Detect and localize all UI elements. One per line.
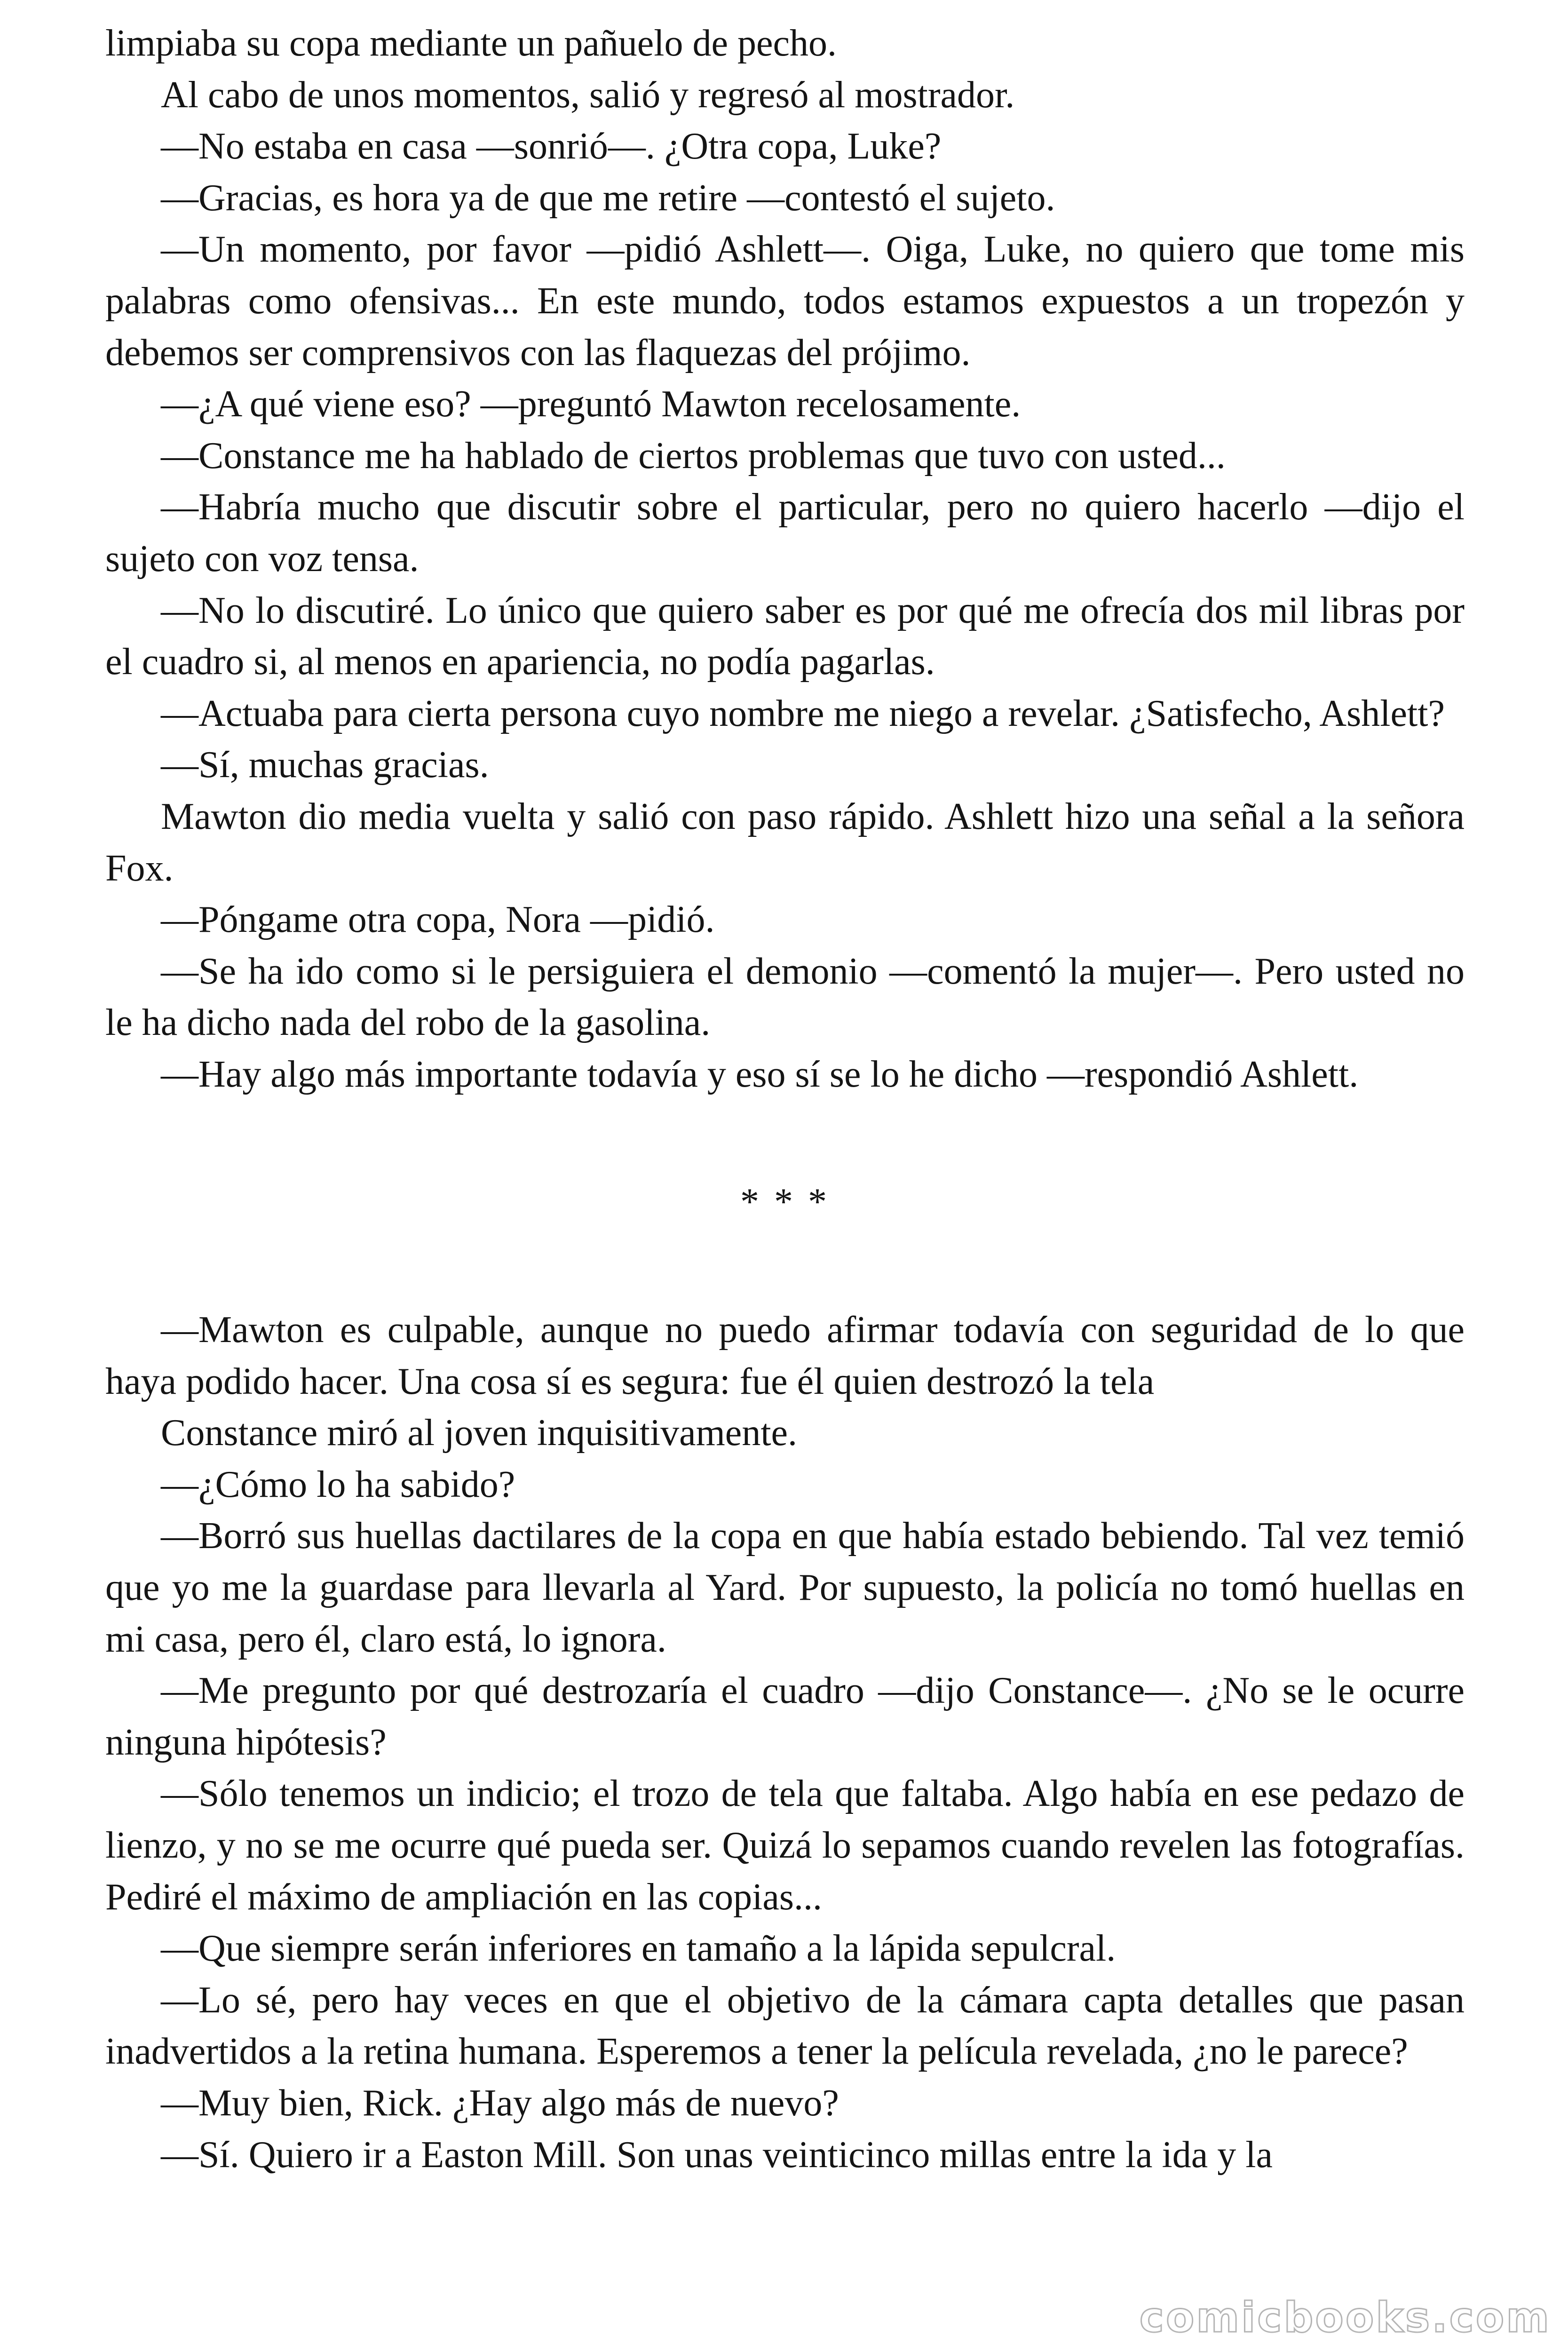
- dialogue-line: —Se ha ido como si le persiguiera el demonio —comentó la mujer—. Pero usted no le ha dicho nada del robo de la gasolina.: [105, 950, 1465, 1044]
- dialogue-line: —No estaba en casa —sonrió—. ¿Otra copa, Luke?: [161, 126, 942, 167]
- dialogue-line: —Lo sé, pero hay veces en que el objetivo de la cámara capta detalles que pasan inadvertidos a la retina humana. Esperemos a tener la película revelada, ¿no le parece?: [105, 1979, 1465, 2073]
- dialogue-line: —Me pregunto por qué destrozaría el cuadro —dijo Constance—. ¿No se le ocurre ninguna hipótesis?: [105, 1670, 1465, 1763]
- dialogue-line: —Sí, muchas gracias.: [161, 744, 489, 786]
- dialogue-line: —Sólo tenemos un indicio; el trozo de tela que faltaba. Algo había en ese pedazo de lienzo, y no se me ocurre qué pueda ser. Quizá lo sepamos cuando revelen las fotografías. Pediré el máximo de ampliación en las copias...: [105, 1773, 1465, 1918]
- watermark: comicbooks.com: [1139, 2293, 1551, 2342]
- dialogue-line: —Gracias, es hora ya de que me retire —contestó el sujeto.: [161, 177, 1055, 219]
- dialogue-line: —Constance me ha hablado de ciertos problemas que tuvo con usted...: [161, 435, 1226, 477]
- dialogue-line: —Sí. Quiero ir a Easton Mill. Son unas veinticinco millas entre la ida y la: [161, 2134, 1273, 2176]
- paragraph: Mawton dio media vuelta y salió con paso rápido. Ashlett hizo una señal a la señora Fox.: [105, 795, 1465, 889]
- dialogue-line: —Muy bien, Rick. ¿Hay algo más de nuevo?: [161, 2082, 839, 2124]
- dialogue-line: —¿A qué viene eso? —preguntó Mawton recelosamente.: [161, 383, 1021, 425]
- dialogue-line: —Póngame otra copa, Nora —pidió.: [161, 899, 715, 941]
- dialogue-line: —Actuaba para cierta persona cuyo nombre me niego a revelar. ¿Satisfecho, Ashlett?: [161, 692, 1445, 734]
- paragraph: Constance miró al joven inquisitivamente.: [161, 1412, 798, 1454]
- paragraph: Al cabo de unos momentos, salió y regresó al mostrador.: [161, 74, 1015, 116]
- dialogue-line: —Hay algo más importante todavía y eso sí se lo he dicho —respondió Ashlett.: [161, 1053, 1359, 1095]
- dialogue-line: —Un momento, por favor —pidió Ashlett—. Oiga, Luke, no quiero que tome mis palabras como ofensivas... En este mundo, todos estamos expuestos a un tropezón y debemos ser comprensivos con las flaquezas del prójimo.: [105, 229, 1465, 373]
- dialogue-line: —Que siempre serán inferiores en tamaño a la lápida sepulcral.: [161, 1928, 1116, 1970]
- scene-break-separator: * * *: [740, 1181, 830, 1223]
- dialogue-line: —Borró sus huellas dactilares de la copa en que había estado bebiendo. Tal vez temió que yo me la guardase para llevarla al Yard. Por supuesto, la policía no tomó huellas en mi casa, pero él, claro está, lo ignora.: [105, 1515, 1465, 1660]
- dialogue-line: —Habría mucho que discutir sobre el particular, pero no quiero hacerlo —dijo el sujeto con voz tensa.: [105, 486, 1465, 580]
- dialogue-line: —¿Cómo lo ha sabido?: [161, 1463, 515, 1505]
- body-text: [105, 18, 1465, 2181]
- dialogue-line: —No lo discutiré. Lo único que quiero saber es por qué me ofrecía dos mil libras por el cuadro si, al menos en apariencia, no podía pagarlas.: [105, 589, 1465, 683]
- dialogue-line: —Mawton es culpable, aunque no puedo afirmar todavía con seguridad de lo que haya podido hacer. Una cosa sí es segura: fue él quien destrozó la tela: [105, 1309, 1465, 1402]
- paragraph-continued: limpiaba su copa mediante un pañuelo de pecho.: [105, 23, 837, 64]
